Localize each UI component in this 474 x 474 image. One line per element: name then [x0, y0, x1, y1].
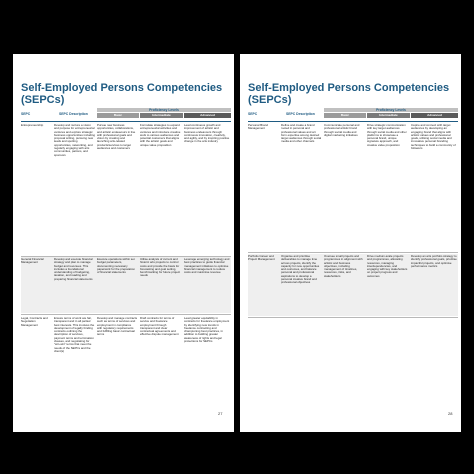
- cell-description: Organise and prioritise deliverables to manage time across projects, identify the capacity for new opportunities and outcomes, and balance personal and professional aspirations to develop a personal creative brand and professional objectives: [281, 254, 320, 285]
- cell-description: Define and create a brand rooted in personal and professional values and art form expertise among desired target audiences through social media and other channels: [281, 123, 322, 144]
- page-number: 28: [448, 411, 453, 416]
- cell-sepc: Portfolio Career and Project Management: [248, 254, 275, 262]
- header-intermediate: Intermediate: [367, 113, 410, 118]
- cell-intermediate: Drive medium-scale projects and programmes, allocating resources, managing interdependencies, and engaging with key stakeholders on project progress and outcomes: [367, 254, 408, 278]
- cell-intermediate: Drive strategic communication with key target audiences through social media and other platforms to showcase a personal brand, unique signature approach, and creative value proposition: [367, 123, 407, 147]
- table-header: [21, 108, 231, 121]
- page-title: Self-Employed Persons Competencies (SEPCs): [21, 82, 223, 106]
- header-description: SEPC Description: [286, 112, 315, 116]
- header-sepc: SEPC: [248, 112, 258, 116]
- page-28: [240, 54, 461, 432]
- cell-description: Develop and execute financial strategy and plan to manage budget and revenues. This includes a foundational understanding of budgeting, taxation, and reading and preparing financial statements: [54, 257, 93, 281]
- cell-basic: Communicate personal and professional artistic brand through social media and digital marketing initiatives: [324, 123, 360, 137]
- header-proficiency-levels: Proficiency Levels: [97, 108, 231, 112]
- row-divider: [248, 317, 458, 318]
- cell-sepc: Entrepreneurship: [21, 123, 44, 127]
- header-intermediate: Intermediate: [140, 113, 183, 118]
- row-divider: [21, 314, 231, 315]
- table-row: [248, 123, 458, 205]
- cell-advanced: Lead greater equitability in contracts for freelance employment by identifying new trends in freelance contracting and championing best practices, in addition to building greater awareness of rights and legal protections for SEPCs: [184, 316, 230, 344]
- table-header: [248, 108, 458, 121]
- cell-sepc: Personal Brand Management: [248, 123, 268, 131]
- cell-advanced: Lead continuous growth and improvement of artistic and business endeavours through continuous innovation, creativity, and agility, and by inspiring positive change in the arts industry: [184, 123, 230, 144]
- table-row: [21, 316, 231, 406]
- cell-basic: Execute operations within set budget parameters, documenting necessary paperwork for the preparation of financial statements: [97, 257, 135, 275]
- table-row: [21, 123, 231, 255]
- header-sepc: SEPC: [21, 112, 31, 116]
- cell-intermediate: Draft contracts for terms of service and freelance employment through transparent and clear contractual agreements and effective dispute management: [140, 316, 179, 337]
- cell-basic: Develop and manage contracts such as terms of services and employment in compliance with regulatory requirements and fulfilling basic contractual terms: [97, 316, 138, 337]
- cell-sepc: Legal, Contracts and Negotiation Management: [21, 316, 48, 327]
- cell-advanced: Inspire and connect with target audiences by developing an engaging brand that aligns with artistic values and professional goals, utilising social media and innovative personal branding techniques to build a community of followers: [411, 123, 456, 151]
- row-divider: [248, 252, 458, 253]
- cell-description: Develop and nurture a vision and purpose for entrepreneurial ventures and explore strategic business opportunities including proposal writing, pursuing new leads and spotting opportunities, networking, and regularly engaging with arts communities, patrons, and sponsors: [54, 123, 95, 157]
- page-number: 27: [218, 411, 223, 416]
- header-basic: Basic: [97, 113, 139, 118]
- header-advanced: Advanced: [411, 113, 458, 118]
- table-row: [21, 257, 231, 313]
- cell-description: Ensure terms of work are fair, transparent and in all parties' best interests. This involves the development of legally binding contracts outlining the description of services, payment terms and termination clauses, and negotiating for "win-win" terms that meet the needs of the SEPCs and the client(s): [54, 316, 95, 353]
- cell-advanced: Develop an arts portfolio strategy to identify professional goals, prioritise impactful projects, and optimise performance metrics: [411, 254, 457, 268]
- cell-intermediate: Formulate strategies to expand entrepreneurial activities and ventures and introduce creative work to various audiences and potential customers that aligns with the artistic goals and unique value proposition: [140, 123, 181, 147]
- page-title: Self-Employed Persons Competencies (SEPCs): [248, 82, 450, 106]
- cell-advanced: Leverage emerging technology and best practices to guide financial management initiatives to optimise financial management to reduce costs and maximise revenue: [184, 257, 230, 275]
- header-proficiency-levels: Proficiency Levels: [324, 108, 458, 112]
- header-rule: [21, 121, 231, 122]
- cell-basic: Pursue new business opportunities, collaborations, and artistic endeavours in line with professional goals and vision by creating and launching arts-related products/services to target audiences and customers: [97, 123, 136, 151]
- header-description: SEPC Description: [59, 112, 88, 116]
- header-basic: Basic: [324, 113, 366, 118]
- header-advanced: Advanced: [184, 113, 231, 118]
- cell-basic: Oversee small projects and programmes in alignment with artistic and business objectives, including management of timelines, resources, risks, and stakeholders: [324, 254, 363, 278]
- header-rule: [248, 121, 458, 122]
- cell-sepc: General Financial Management: [21, 257, 44, 265]
- cell-intermediate: Utilise analysis of current and historic arts projects to control costs and provide the basis for forecasting and goal setting, benchmarking for future project needs: [140, 257, 181, 278]
- table-row: [248, 254, 458, 316]
- page-27: [13, 54, 234, 432]
